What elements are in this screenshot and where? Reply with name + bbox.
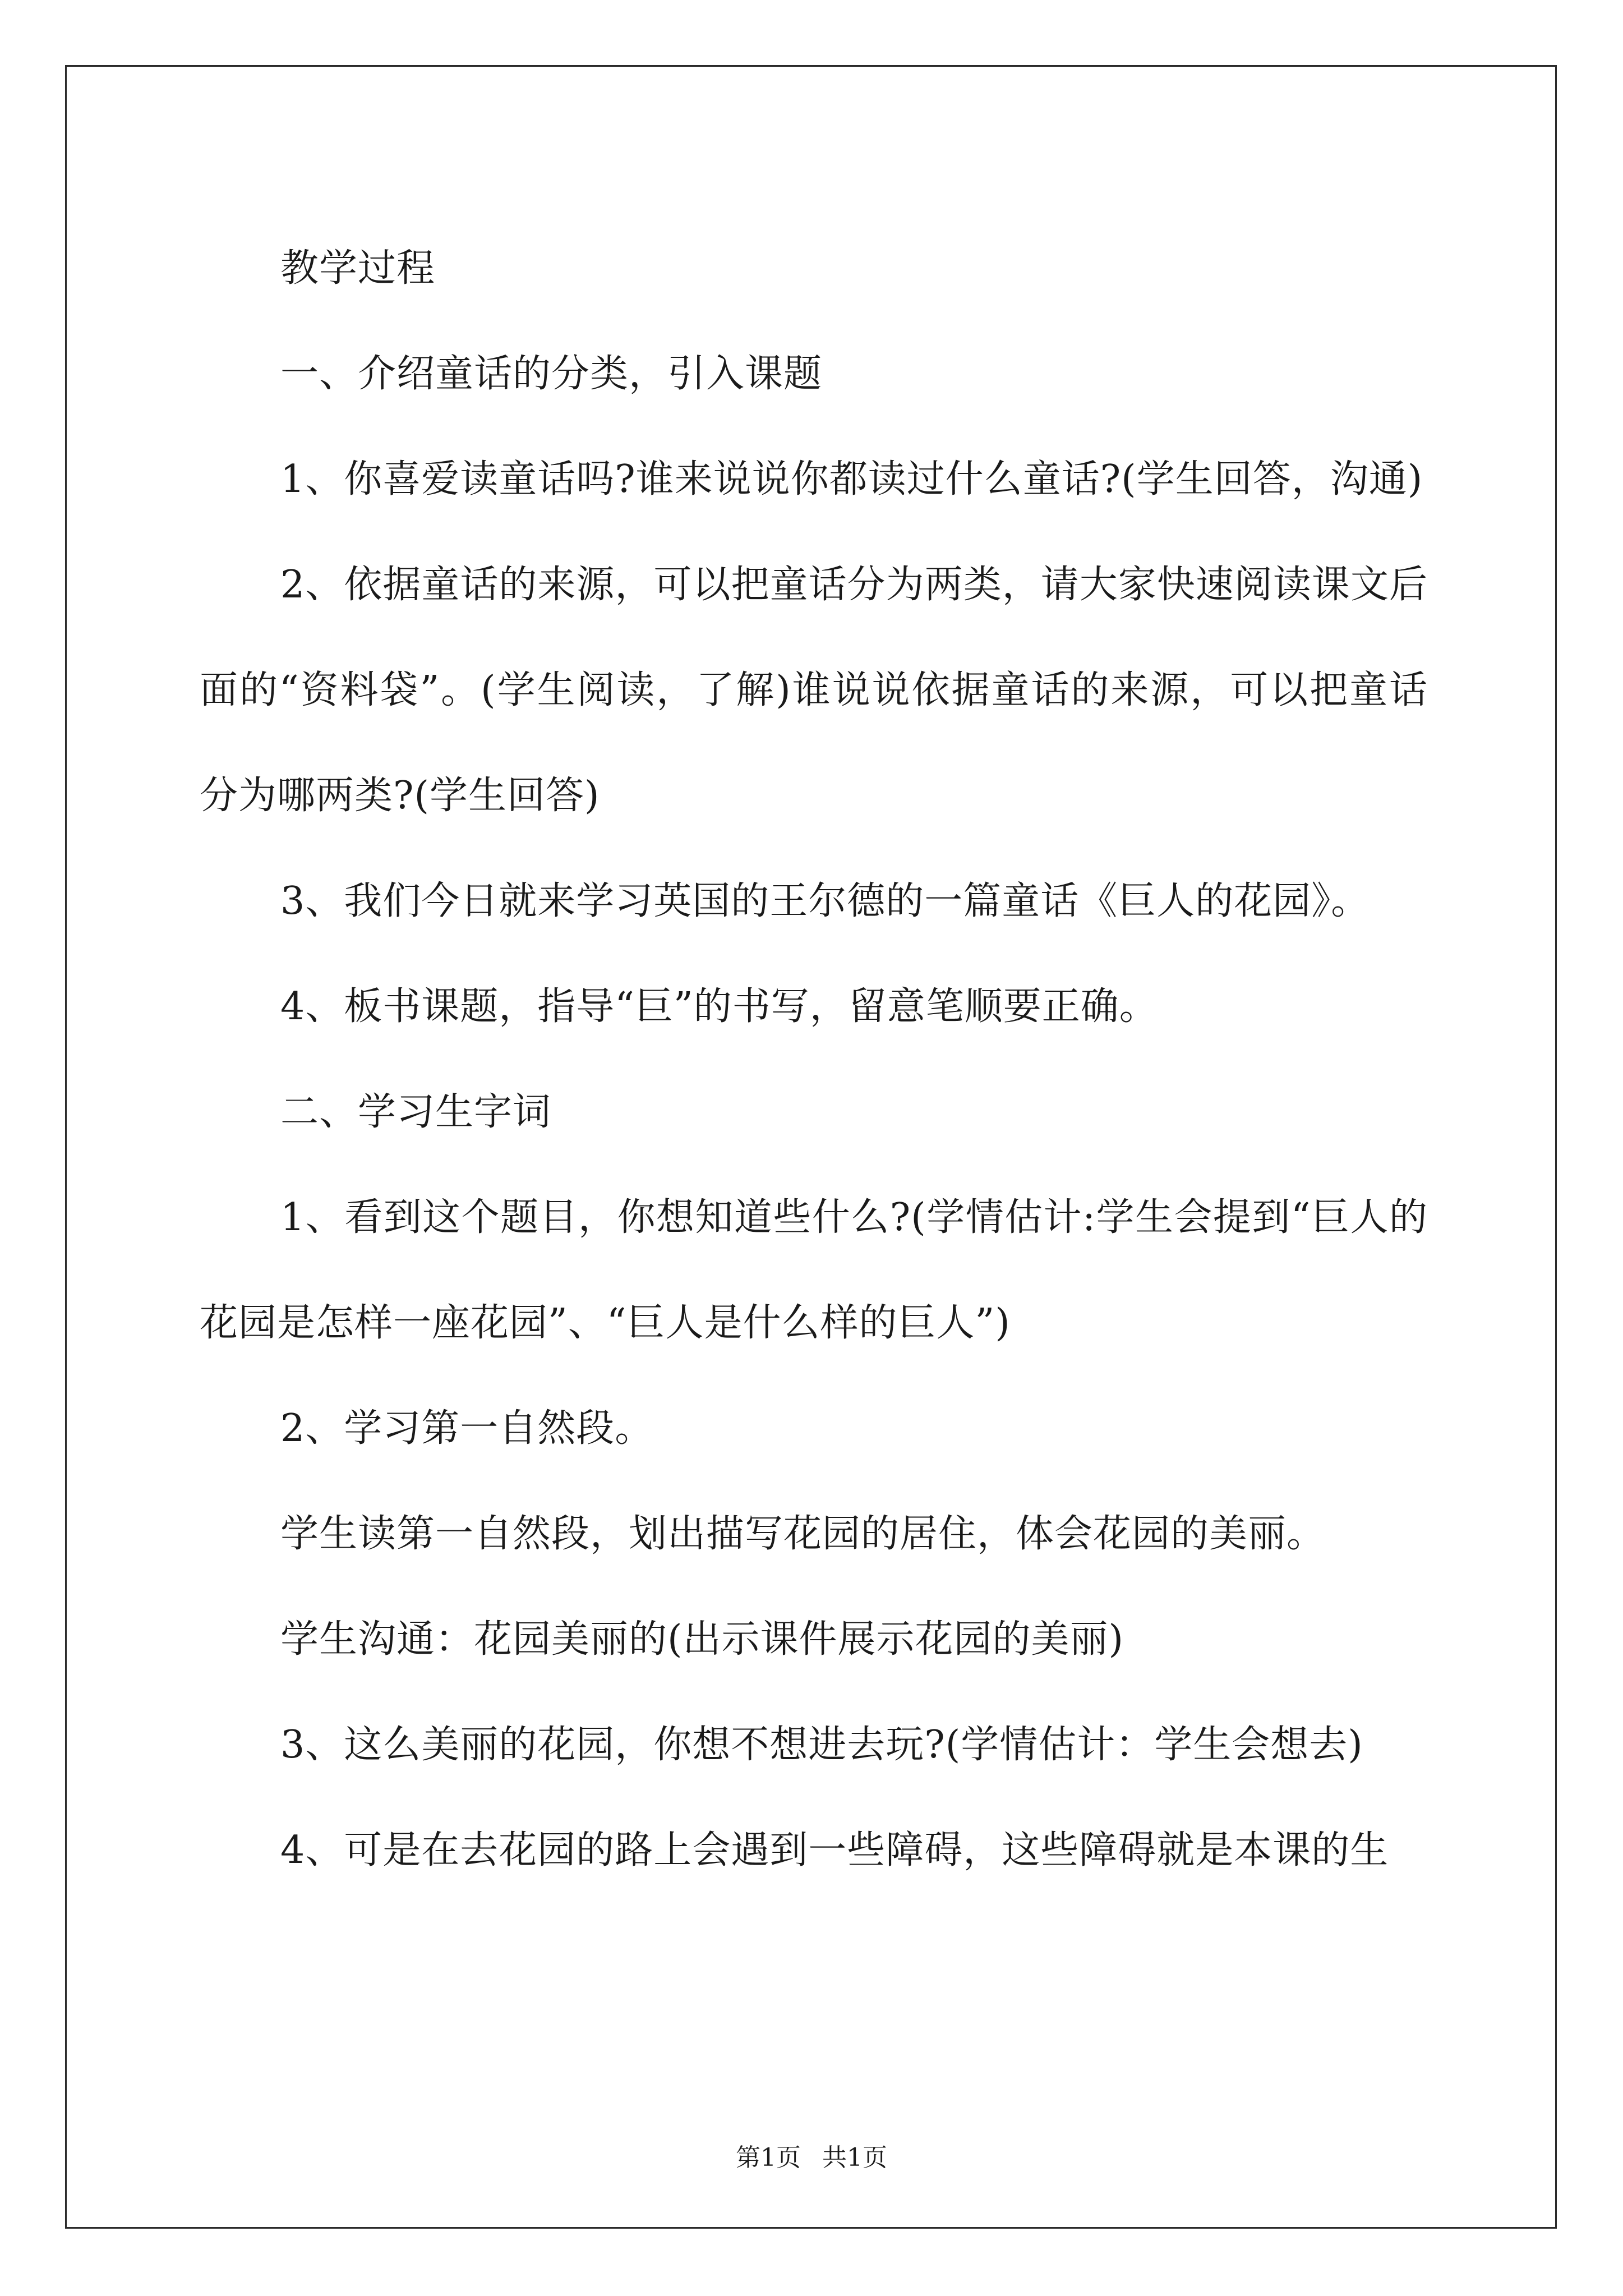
paragraph: 4、可是在去花园的路上会遇到一些障碍，这些障碍就是本课的生 [280,1828,1389,1872]
section-heading-1: 一、介绍童话的分类，引入课题 [280,352,823,396]
paragraph: 1、看到这个题目，你想知道些什么?(学情估计:学生会提到“巨人的花园是怎样一座花园”、“巨人是什么样的巨人”) [200,1195,1428,1345]
page-footer [0,2137,1623,2173]
paragraph: 学生读第一自然段，划出描写花园的居住，体会花园的美丽。 [280,1512,1326,1556]
paragraph: 学生沟通：花园美丽的(出示课件展示花园的美丽) [280,1617,1124,1662]
page-total: 共1页 [822,2143,887,2172]
paragraph: 4、板书课题，指导“巨”的书写，留意笔顺要正确。 [280,984,1158,1029]
heading-teaching-process: 教学过程 [280,246,436,291]
page-number: 第1页 [736,2143,801,2172]
section-heading-2: 二、学习生字词 [280,1090,552,1134]
document-body [200,216,1428,1903]
paragraph: 2、学习第一自然段。 [280,1406,654,1451]
paragraph: 3、我们今日就来学习英国的王尔德的一篇童话《巨人的花园》。 [280,879,1370,923]
paragraph: 3、这么美丽的花园，你想不想进去玩?(学情估计：学生会想去) [280,1723,1363,1767]
paragraph: 2、依据童话的来源，可以把童话分为两类，请大家快速阅读课文后面的“资料袋”。(学生阅读，了解)谁说说依据童话的来源，可以把童话分为哪两类?(学生回答) [200,563,1428,818]
paragraph: 1、你喜爱读童话吗?谁来说说你都读过什么童话?(学生回答，沟通) [280,457,1423,501]
